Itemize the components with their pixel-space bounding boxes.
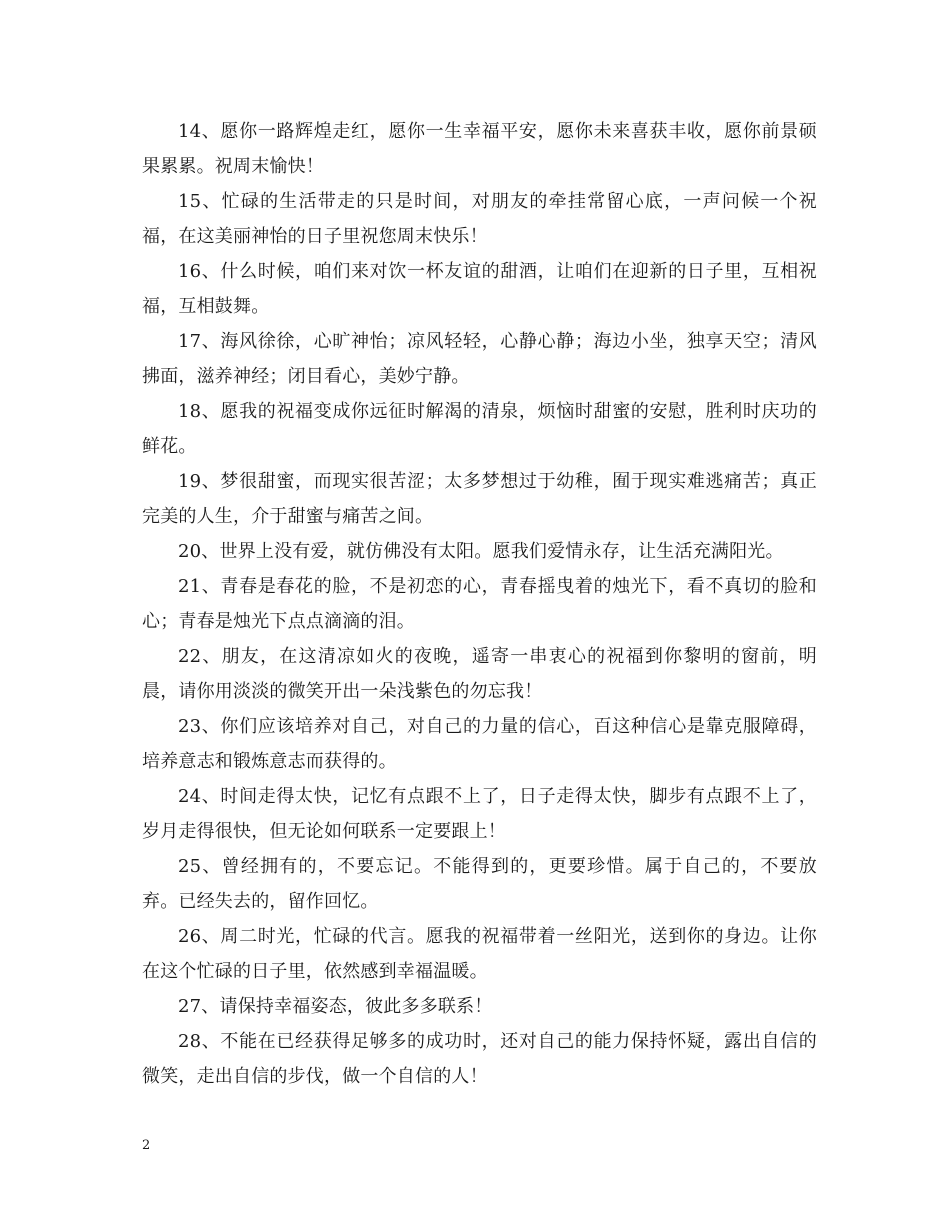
- paragraph-14: 14、愿你一路辉煌走红，愿你一生幸福平安，愿你未来喜获丰收，愿你前景硕果累累。祝周末愉快！: [142, 121, 817, 177]
- paragraph-18: 18、愿我的祝福变成你远征时解渴的清泉，烦恼时甜蜜的安慰，胜利时庆功的鲜花。: [142, 401, 817, 457]
- paragraph-19: 19、梦很甜蜜，而现实很苦涩；太多梦想过于幼稚，囿于现实难逃痛苦；真正完美的人生，介于甜蜜与痛苦之间。: [142, 471, 817, 527]
- paragraph-15: 15、忙碌的生活带走的只是时间，对朋友的牵挂常留心底，一声问候一个祝福，在这美丽神怡的日子里祝您周末快乐！: [142, 191, 817, 247]
- paragraph-22: 22、朋友，在这清凉如火的夜晚，遥寄一串衷心的祝福到你黎明的窗前，明晨，请你用淡淡的微笑开出一朵浅紫色的勿忘我！: [142, 646, 817, 702]
- paragraph-17: 17、海风徐徐，心旷神怡；凉风轻轻，心静心静；海边小坐，独享天空；清风拂面，滋养神经；闭目看心，美妙宁静。: [142, 331, 817, 387]
- paragraph-20: 20、世界上没有爱，就仿佛没有太阳。愿我们爱情永存，让生活充满阳光。: [178, 541, 784, 562]
- paragraph-28: 28、不能在已经获得足够多的成功时，还对自己的能力保持怀疑，露出自信的微笑，走出自信的步伐，做一个自信的人！: [142, 1031, 817, 1087]
- paragraph-16: 16、什么时候，咱们来对饮一杯友谊的甜酒，让咱们在迎新的日子里，互相祝福，互相鼓舞。: [142, 261, 817, 317]
- paragraph-27: 27、请保持幸福姿态，彼此多多联系！: [178, 996, 493, 1017]
- paragraph-25: 25、曾经拥有的，不要忘记。不能得到的，更要珍惜。属于自己的，不要放弃。已经失去的，留作回忆。: [142, 856, 817, 912]
- paragraph-24: 24、时间走得太快，记忆有点跟不上了，日子走得太快，脚步有点跟不上了，岁月走得很快，但无论如何联系一定要跟上！: [142, 786, 817, 842]
- page-number: 2: [142, 1138, 151, 1153]
- document-body: [142, 114, 817, 1094]
- paragraph-23: 23、你们应该培养对自己，对自己的力量的信心，百这种信心是靠克服障碍，培养意志和锻炼意志而获得的。: [142, 716, 817, 772]
- paragraph-21: 21、青春是春花的脸，不是初恋的心，青春摇曳着的烛光下，看不真切的脸和心；青春是烛光下点点滴滴的泪。: [142, 576, 817, 632]
- paragraph-26: 26、周二时光，忙碌的代言。愿我的祝福带着一丝阳光，送到你的身边。让你在这个忙碌的日子里，依然感到幸福温暖。: [142, 926, 817, 982]
